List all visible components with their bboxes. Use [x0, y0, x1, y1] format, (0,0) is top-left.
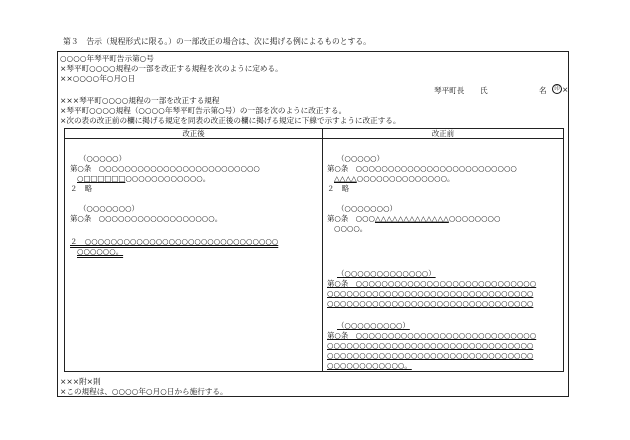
before-heading-2: （○○○○○○○） [337, 204, 397, 213]
table-header [65, 129, 563, 139]
enactment-sentence: ×琴平町○○○○規程の一部を改正する規程を次のように定める。 [60, 64, 283, 73]
before-article-4-cont-3: ○○○○○○○○○○○○。 [327, 361, 412, 370]
section-heading: 第３ 告示（規程形式に限る。）の一部改正の場合は、次に掲げる例によるものとする。 [63, 37, 371, 46]
supplementary-provision-title: ×××附×則 [60, 377, 101, 386]
after-para-2: ２ 略 [70, 184, 93, 193]
amending-instruction: ×次の表の改正前の欄に掲げる規定を同表の改正後の欄に掲げる規定に下線で示すように改正する。 [60, 116, 401, 125]
before-heading-4: （○○○○○○○○○） [337, 321, 410, 330]
after-added-para-cont: ○○○○○○。 [77, 247, 124, 256]
amending-statement: ×琴平町○○○○規程（○○○○年琴平町告示第○号）の一部を次のように改正する。 [60, 106, 347, 115]
after-heading-2: （○○○○○○○） [79, 204, 139, 213]
signer-name-left: 氏 [480, 86, 488, 95]
before-article-1: 第○条 ○○○○○○○○○○○○○○○○○○○○○○○○○ [327, 164, 517, 173]
effective-date-line: ×この規程は、○○○○年○月○日から施行する。 [60, 387, 228, 396]
after-heading-1: （○○○○○） [79, 154, 127, 163]
before-article-4-cont-1: ○○○○○○○○○○○○○○○○○○○○○○○○○○○○○○○○ [327, 341, 534, 350]
before-article-1-cont: △△△△○○○○○○○○○○○○○○。 [334, 174, 455, 183]
before-article-3: 第○条 ○○○○○○○○○○○○○○○○○○○○○○○○○○○○ [327, 279, 537, 288]
amending-title: ×××琴平町○○○○規程の一部を改正する規程 [60, 96, 220, 105]
after-article-1-cont: ○□□□□□□○○○○○○○○○○○○。 [77, 174, 211, 183]
before-article-2-cont: ○○○○。 [334, 224, 368, 233]
seal-icon: 印 [552, 84, 562, 94]
signer-name-right: 名 [539, 86, 547, 95]
after-article-1: 第○条 ○○○○○○○○○○○○○○○○○○○○○○○○○ [70, 164, 260, 173]
before-article-4-cont-2: ○○○○○○○○○○○○○○○○○○○○○○○○○○○○○○○○ [327, 351, 534, 360]
col-header-after: 改正後 [182, 129, 205, 138]
notice-number: ○○○○年琴平町告示第○号 [60, 54, 154, 63]
before-article-4: 第○条 ○○○○○○○○○○○○○○○○○○○○○○○○○○○○ [327, 331, 537, 340]
before-article-3-cont-1: ○○○○○○○○○○○○○○○○○○○○○○○○○○○○○○○○ [327, 289, 534, 298]
before-article-3-cont-2: ○○○○○○○○○○○○○○○○○○○○○○○○○○○○○○○○ [327, 299, 534, 308]
col-header-before: 改正前 [431, 129, 455, 138]
before-heading-3: （○○○○○○○○○○○○○） [337, 269, 436, 278]
before-heading-1: （○○○○○） [337, 154, 385, 163]
signer-title: 琴平町長 [434, 86, 465, 95]
before-article-2: 第○条 ○○○△△△△△△△△△△△△△○○○○○○○○ [327, 214, 501, 223]
signer-trail: × [562, 85, 569, 94]
comparison-table [64, 128, 564, 372]
column-divider [322, 129, 323, 371]
document-frame [57, 51, 569, 397]
after-article-2: 第○条 ○○○○○○○○○○○○○○○○○○。 [70, 214, 223, 223]
date-line: ××○○○○年○月○日 [60, 74, 136, 83]
after-added-para: ２ ○○○○○○○○○○○○○○○○○○○○○○○○○○○○○○ [70, 237, 279, 246]
before-para-2: ２ 略 [327, 184, 350, 193]
